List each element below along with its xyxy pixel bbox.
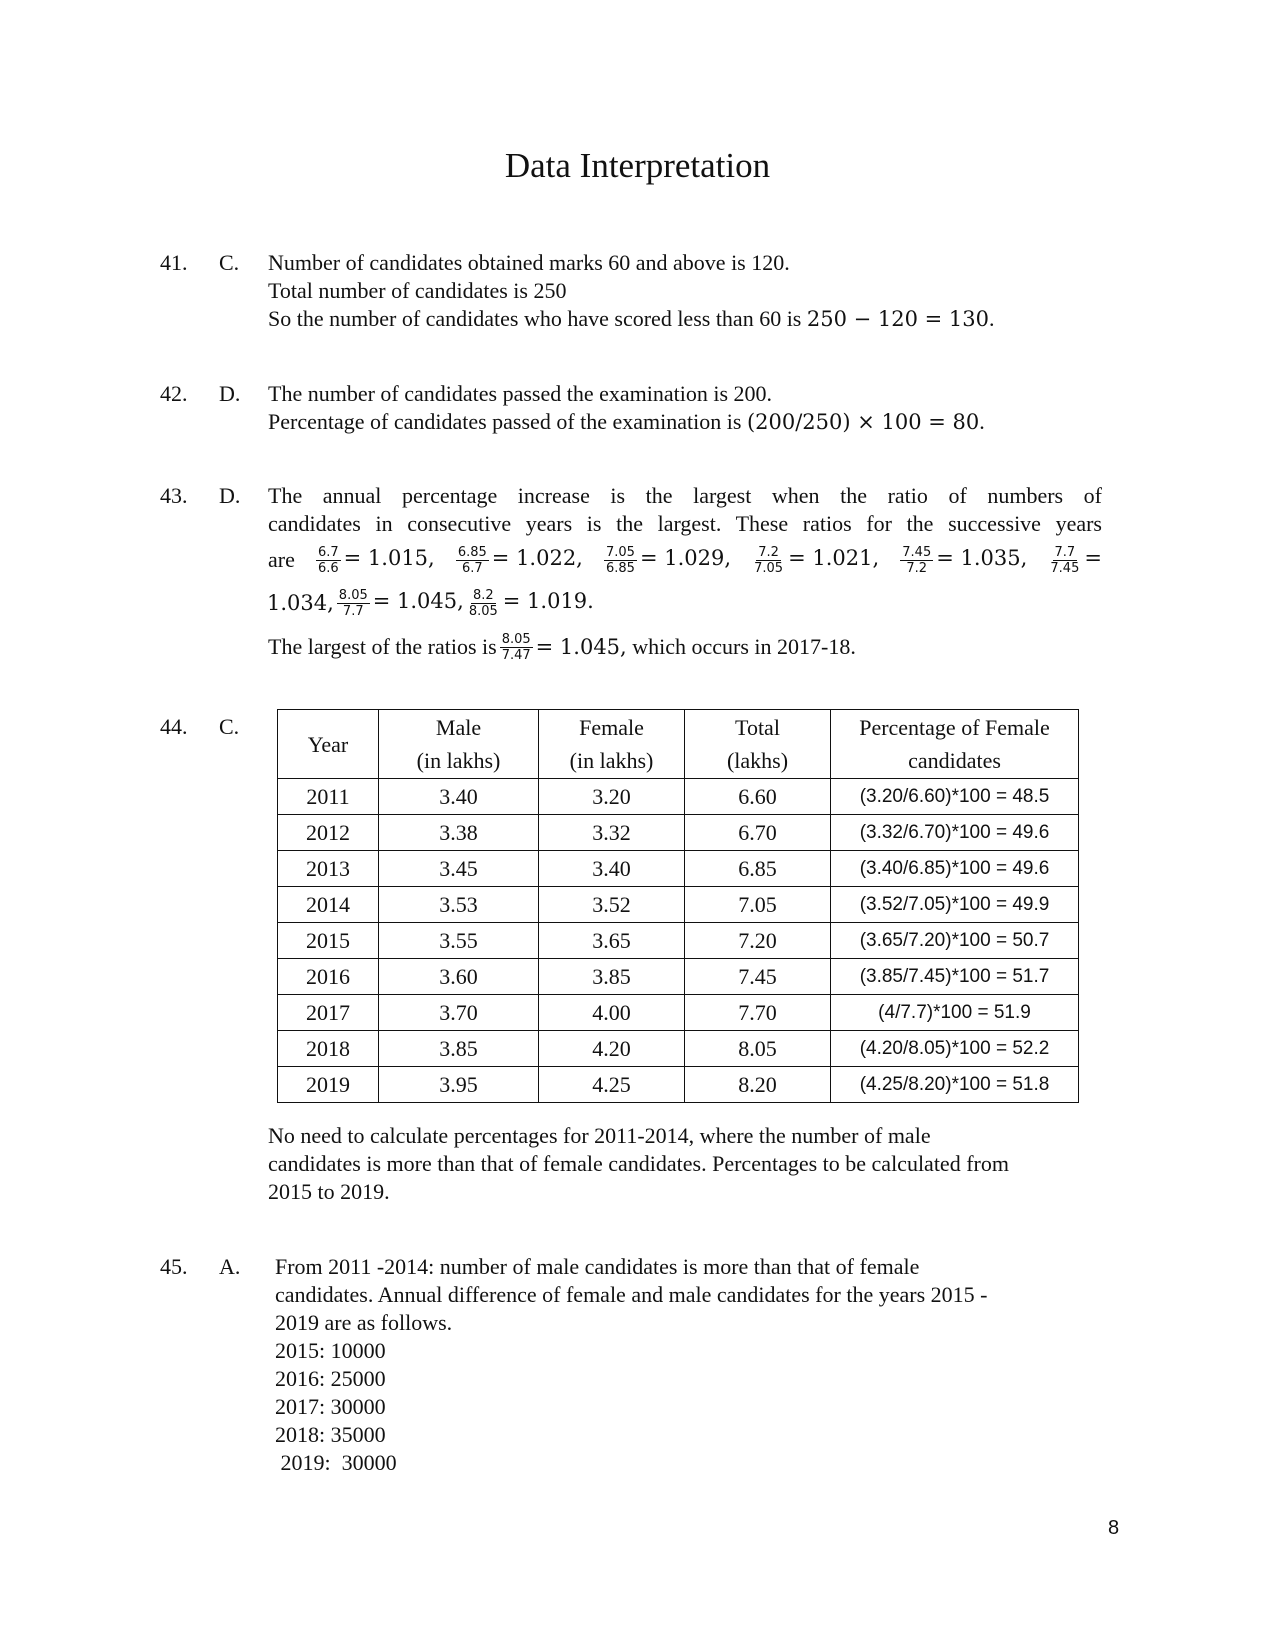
ratio: $\frac{6.85}{6.7}$ = 1.022,: [457, 544, 583, 576]
cell-year: 2016: [278, 959, 379, 995]
ratio: $\frac{7.7}{7.45}$ =: [1050, 544, 1102, 576]
cell-total: 7.45: [685, 959, 831, 995]
table-row: [278, 815, 1079, 851]
table-row: [278, 1067, 1079, 1103]
cell-female: 3.65: [539, 923, 685, 959]
cell-percentage: (3.40/6.85)*100 = 49.6: [831, 851, 1079, 887]
answer-letter: A.: [219, 1254, 241, 1279]
text-line: 2018: 35000: [275, 1422, 386, 1447]
cell-total: 7.20: [685, 923, 831, 959]
text-line: Number of candidates obtained marks 60 and above is 120.: [268, 250, 790, 275]
text-line: 2015 to 2019.: [268, 1179, 390, 1204]
cell-year: 2013: [278, 851, 379, 887]
col-header-percentage: Percentage of Female candidates: [831, 710, 1079, 779]
question-43: [0, 482, 1275, 672]
table-row: [278, 959, 1079, 995]
text-line: The number of candidates passed the examination is 200.: [268, 381, 773, 406]
cell-year: 2015: [278, 923, 379, 959]
cell-male: 3.45: [379, 851, 539, 887]
answer-letter: C.: [219, 714, 240, 739]
cell-female: 3.32: [539, 815, 685, 851]
cell-female: 4.00: [539, 995, 685, 1031]
text-line: Total number of candidates is 250: [268, 278, 567, 303]
ratios-line: 1.034, $\frac{8.05}{7.7}$ = 1.045, $\frac{8.2}{8.05}$ = 1.019.: [267, 587, 594, 619]
text-line: 2016: 25000: [275, 1366, 386, 1391]
cell-total: 7.05: [685, 887, 831, 923]
cell-percentage: (3.52/7.05)*100 = 49.9: [831, 887, 1079, 923]
question-42: [0, 380, 1275, 440]
question-41: [0, 249, 1275, 339]
cell-year: 2014: [278, 887, 379, 923]
cell-male: 3.70: [379, 995, 539, 1031]
ratio: $\frac{7.45}{7.2}$ = 1.035,: [902, 544, 1028, 576]
table-header-row: [278, 710, 1079, 779]
cell-male: 3.40: [379, 779, 539, 815]
question-44: [0, 713, 240, 743]
ratio: $\frac{7.2}{7.05}$ = 1.021,: [754, 544, 880, 576]
ratio: $\frac{8.05}{7.7}$ = 1.045,: [338, 587, 464, 619]
cell-male: 3.85: [379, 1031, 539, 1067]
cell-male: 3.55: [379, 923, 539, 959]
text-line: 2019 are as follows.: [275, 1310, 453, 1335]
cell-percentage: (3.85/7.45)*100 = 51.7: [831, 959, 1079, 995]
answer-explanation: [275, 1253, 987, 1477]
question-number: 42.: [160, 381, 188, 406]
table-note: [268, 1122, 1108, 1206]
cell-total: 6.70: [685, 815, 831, 851]
text-line: candidates is more than that of female candidates. Percentages to be calculated from: [268, 1151, 1009, 1176]
answer-letter: C.: [219, 250, 240, 275]
text-line: 2019: 30000: [275, 1450, 397, 1475]
cell-percentage: (3.20/6.60)*100 = 48.5: [831, 779, 1079, 815]
table-row: [278, 887, 1079, 923]
text-line: No need to calculate percentages for 2011-2014, where the number of male: [268, 1123, 931, 1148]
question-45: [0, 1253, 1275, 1483]
col-header-female: Female (in lakhs): [539, 710, 685, 779]
cell-year: 2018: [278, 1031, 379, 1067]
cell-year: 2017: [278, 995, 379, 1031]
cell-female: 3.40: [539, 851, 685, 887]
data-table: [277, 709, 1079, 1103]
col-header-total: Total (lakhs): [685, 710, 831, 779]
answer-explanation: [268, 380, 985, 436]
text-line: From 2011 -2014: number of male candidates is more than that of female: [275, 1254, 920, 1279]
answer-letter: D.: [219, 381, 241, 406]
col-header-male: Male (in lakhs): [379, 710, 539, 779]
cell-male: 3.95: [379, 1067, 539, 1103]
table-row: [278, 779, 1079, 815]
answer-explanation: [268, 249, 995, 333]
question-number: 43.: [160, 483, 188, 508]
text-line: The annual percentage increase is the largest when the ratio of numbers of: [268, 483, 1102, 508]
question-number: 45.: [160, 1254, 188, 1279]
text-line: So the number of candidates who have scored less than 60 is 250 − 120 = 130.: [268, 306, 995, 331]
cell-total: 8.20: [685, 1067, 831, 1103]
table-row: [278, 1031, 1079, 1067]
cell-female: 3.85: [539, 959, 685, 995]
cell-female: 3.52: [539, 887, 685, 923]
ratios-line: are $\frac{6.7}{6.6}$ = 1.015, $\frac{6.85}{6.7}$ = 1.022, $\frac{7.05}{6.85}$ = 1.029, $\frac{7.2}{7.05}$ = 1.021, $\frac{7.45}{7.2}$ = 1.035, $\frac{7.7}{7.45}$ =: [268, 544, 1102, 576]
cell-total: 8.05: [685, 1031, 831, 1067]
cell-total: 6.85: [685, 851, 831, 887]
cell-total: 6.60: [685, 779, 831, 815]
cell-percentage: (3.32/6.70)*100 = 49.6: [831, 815, 1079, 851]
cell-year: 2019: [278, 1067, 379, 1103]
cell-male: 3.60: [379, 959, 539, 995]
cell-percentage: (3.65/7.20)*100 = 50.7: [831, 923, 1079, 959]
table-row: [278, 851, 1079, 887]
table-row: [278, 923, 1079, 959]
cell-female: 4.20: [539, 1031, 685, 1067]
answer-explanation: [268, 482, 1102, 670]
cell-female: 3.20: [539, 779, 685, 815]
cell-male: 3.53: [379, 887, 539, 923]
cell-male: 3.38: [379, 815, 539, 851]
text-line: Percentage of candidates passed of the examination is (200/250) × 100 = 80.: [268, 409, 985, 434]
cell-year: 2011: [278, 779, 379, 815]
page-title: Data Interpretation: [504, 146, 771, 185]
ratio: $\frac{6.7}{6.6}$ = 1.015,: [317, 544, 435, 576]
cell-year: 2012: [278, 815, 379, 851]
table-row: [278, 995, 1079, 1031]
cell-percentage: (4.25/8.20)*100 = 51.8: [831, 1067, 1079, 1103]
cell-female: 4.25: [539, 1067, 685, 1103]
text-line: 2017: 30000: [275, 1394, 386, 1419]
text-line: candidates. Annual difference of female and male candidates for the years 2015 -: [275, 1282, 988, 1307]
cell-percentage: (4/7.7)*100 = 51.9: [831, 995, 1079, 1031]
cell-total: 7.70: [685, 995, 831, 1031]
cell-percentage: (4.20/8.05)*100 = 52.2: [831, 1031, 1079, 1067]
largest-ratio-line: The largest of the ratios is $\frac{8.05}{7.47}$ = 1.045, which occurs in 2017-18.: [268, 631, 856, 663]
text-line: candidates in consecutive years is the largest. These ratios for the successive years: [268, 511, 1102, 536]
text-line: 2015: 10000: [275, 1338, 386, 1363]
math-expression: (200/250) × 100 = 80: [746, 410, 980, 434]
question-number: 41.: [160, 250, 188, 275]
ratio: $\frac{7.05}{6.85}$ = 1.029,: [605, 544, 732, 576]
question-number: 44.: [160, 714, 188, 739]
answer-letter: D.: [219, 483, 241, 508]
col-header-year: Year: [278, 710, 379, 779]
page-number: 8: [1108, 1517, 1120, 1539]
ratio: $\frac{8.2}{8.05}$ = 1.019.: [468, 587, 594, 619]
math-expression: 250 − 120 = 130: [806, 307, 990, 331]
